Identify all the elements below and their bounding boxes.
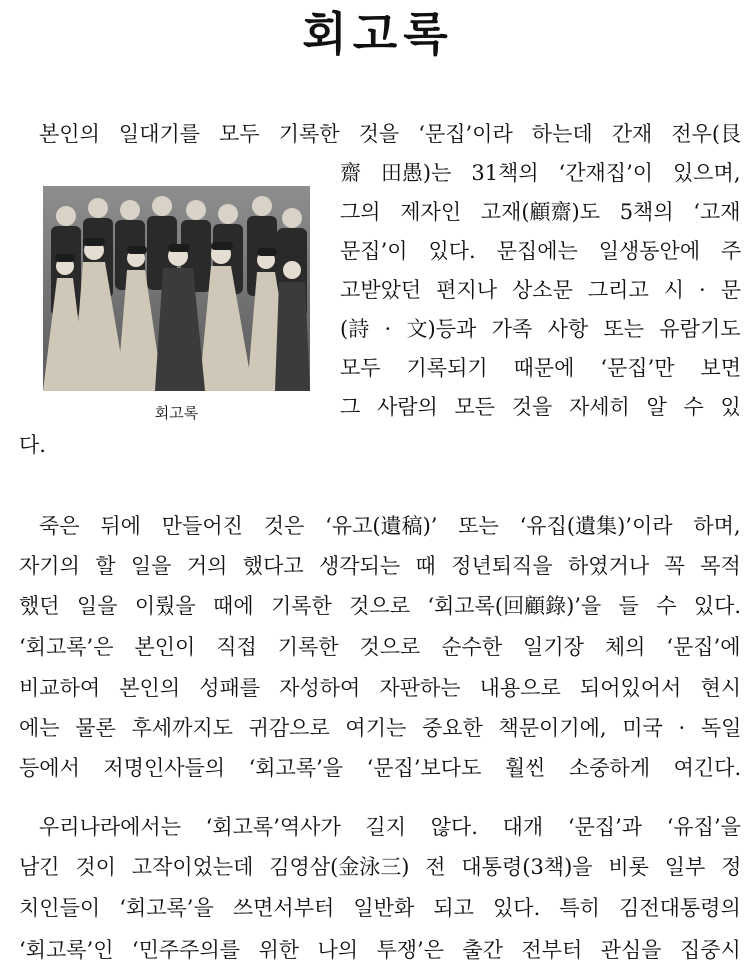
body-line: 齋 田愚)는 31책의 ‘간재집’이 있으며, [340,161,741,185]
body-line: ‘회고록’은 본인이 직접 기록한 것으로 순수한 일기장 체의 ‘문집’에 [19,635,741,659]
body-line: 본인의 일대기를 모두 기록한 것을 ‘문집’이라 하는데 간재 전우(艮 [39,122,742,146]
body-line: 그 사람의 모든 것을 자세히 알 수 있 [340,395,741,419]
body-line: 남긴 것이 고작이었는데 김영삼(金泳三) 전 대통령(3책)을 비롯 일부 정 [19,855,742,879]
body-line: (詩 · 文)등과 가족 사항 또는 유람기도 [340,317,741,341]
group-photo-image [43,186,310,391]
body-line: 모두 기록되기 때문에 ‘문집’만 보면 [340,356,742,380]
body-line: 비교하여 본인의 성패를 자성하여 자판하는 내용으로 되어있어서 현시 [19,676,742,700]
body-line: 했던 일을 이뤘을 때에 기록한 것으로 ‘회고록(回顧錄)’을 들 수 있다. [19,594,742,618]
body-line: 우리나라에서는 ‘회고록’역사가 길지 않다. 대개 ‘문집’과 ‘유집’을 [39,815,741,839]
body-line: 자기의 할 일을 거의 했다고 생각되는 때 정년퇴직을 하였거나 꼭 목적 [19,554,741,578]
body-line: 그의 제자인 고재(顧齋)도 5책의 ‘고재 [340,200,741,224]
photo-caption: 회고록 [154,404,199,422]
body-line: 고받았던 편지나 상소문 그리고 시 · 문 [340,278,742,302]
body-line: 에는 물론 후세까지도 귀감으로 여기는 중요한 책문이기에, 미국 · 독일 [19,716,742,740]
body-line: ‘회고록’인 ‘민주주의를 위한 나의 투쟁’은 출간 전부터 관심을 집중시 [19,938,741,962]
body-line: 등에서 저명인사들의 ‘회고록’을 ‘문집’보다도 훨씬 소중하게 여긴다. [19,756,742,780]
body-line: 문집’이 있다. 문집에는 일생동안에 주 [340,239,742,263]
body-line: 죽은 뒤에 만들어진 것은 ‘유고(遺稿)’ 또는 ‘유집(遺集)’이라 하며, [39,514,741,538]
group-photo [43,186,310,391]
body-line: 다. [19,433,46,457]
page-title: 회고록 [302,7,454,61]
body-line: 치인들이 ‘회고록’을 쓰면서부터 일반화 되고 있다. 특히 김전대통령의 [19,896,741,920]
